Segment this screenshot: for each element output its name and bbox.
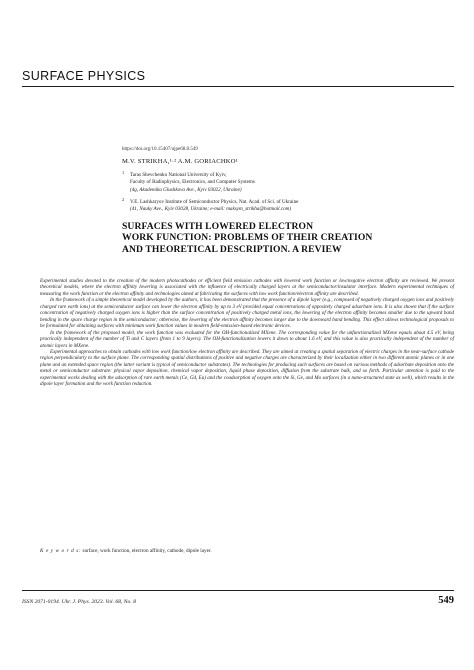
doi-link[interactable]: https://doi.org/10.15407/ujpe68.8.549 bbox=[122, 147, 198, 152]
affiliation-number: 2 bbox=[122, 197, 125, 202]
abstract-paragraph: In the framework of the proposed model, the work function was evaluated for the OH-functionalized MXene. The corresponding value for the unfunctionalized MXene equals about 4.5 eV, being practically independent of the number of Ti and C layers (from 1 to 9 layers). The OH-functionalization lowers it down to about 1.6 eV, and this value is also practically independent of the number of atomic layers in MXene. bbox=[40, 329, 454, 349]
abstract-paragraph: Experimental approaches to obtain cathodes with low work function/low electron affinity are described. They are aimed at creating a spatial separation of electric charges in the near-surface cathode region perpendicularly to the surface plane. The corresponding spatial distributions of positive and negative charges are characterized by their localization either in two different atomic planes or in one plane and an extended space region (the latter variant is typical of semiconductor substrates). The technologies for producing such surfaces are based on various methods of adsorbate deposition onto the metal or semiconductor substrate: physical vapor deposition, chemical vapor deposition, liquid phase deposition, diffusion from the substrate bulk, and so forth. Particular attention is paid to the experimental works dealing with the adsorption of rare earth metals (Ce, Gd, Eu) and the coadsorption of oxygen onto the Si, Ge, and Mo surfaces (in a nano-structured state as well), which results in the dipole layer formation and the work function reduction. bbox=[40, 348, 454, 388]
journal-citation: ISSN 2071-0194. Ukr. J. Phys. 2023. Vol. 68, No. 8 bbox=[22, 599, 136, 605]
affiliation-address: (41, Nauky Ave., Kyiv 03028, Ukraine; e-mail: maksym_strikha@hotmail.com) bbox=[130, 206, 292, 213]
section-heading: SURFACE PHYSICS bbox=[22, 69, 146, 83]
abstract bbox=[40, 278, 454, 388]
bottom-rule bbox=[22, 590, 454, 591]
affiliation-line: V.E. Lashkaryov Institute of Semiconductor Physics, Nat. Acad. of Sci. of Ukraine bbox=[130, 199, 299, 205]
abstract-paragraph: Experimental studies devoted to the creation of the modern photocathodes or efficient field emission cathodes with lowered work function or low/negative electron affinity are reviewed. We present theoretical models, where the electron affinity lowering is associated with the influence of electrically charged layers at the semiconductor/insulator interface. Modern experimental techniques of measuring the work function or the electron affinity and technologies aimed at fabricating the surfaces with low work function/electron affinity are described. bbox=[40, 278, 454, 297]
title-line: WORK FUNCTION: PROBLEMS OF THEIR CREATION bbox=[122, 232, 373, 244]
affiliation-2 bbox=[122, 196, 452, 214]
page-number: 549 bbox=[438, 595, 454, 606]
affiliation-address: (4g, Akademika Glushkova Ave., Kyiv 03022, Ukraine) bbox=[130, 186, 242, 193]
title-line: AND THEORETICAL DESCRIPTION. A REVIEW bbox=[122, 243, 342, 255]
top-rule bbox=[22, 86, 454, 87]
title-line: SURFACES WITH LOWERED ELECTRON bbox=[122, 221, 314, 232]
article-title bbox=[122, 221, 442, 255]
keywords-list: surface, work function, electron affinity, cathode, dipole layer. bbox=[82, 548, 212, 554]
keywords bbox=[40, 548, 212, 554]
affiliation-number: 1 bbox=[122, 170, 125, 175]
affiliation-line: Taras Shevchenko National University of Kyiv, bbox=[130, 172, 227, 178]
keywords-label: K e y w o r d s: bbox=[40, 548, 82, 554]
abstract-paragraph: In the framework of a simple theoretical model developed by the authors, it has been demonstrated that the presence of a dipole layer (e.g., composed of negatively charged oxygen ions and positively charged rare earth ions) at the semiconductor surface can lower the electron affinity by up to 3 eV provided equal concentrations of oppositely charged adsorbate ions. It is also shown that if the surface concentration of negatively charged oxygen ions is higher than the surface concentration of positively charged metal ions, the lowering of the electron affinity becomes smaller due to the upward band bending in the space charge region in the semiconductor; otherwise, the lowering of the electron affinity becomes larger due to the downward band bending. This effect allows technological proposals to be formulated for obtaining surfaces with minimum work function values in modern field-emission-based electronic devices. bbox=[40, 297, 454, 330]
author-list: M.V. STRIKHA,¹·² A.M. GORIACHKO¹ bbox=[122, 158, 238, 165]
affiliation-1 bbox=[122, 169, 452, 194]
affiliation-line: Faculty of Radiophysics, Electronics, and Computer Systems bbox=[130, 179, 255, 186]
